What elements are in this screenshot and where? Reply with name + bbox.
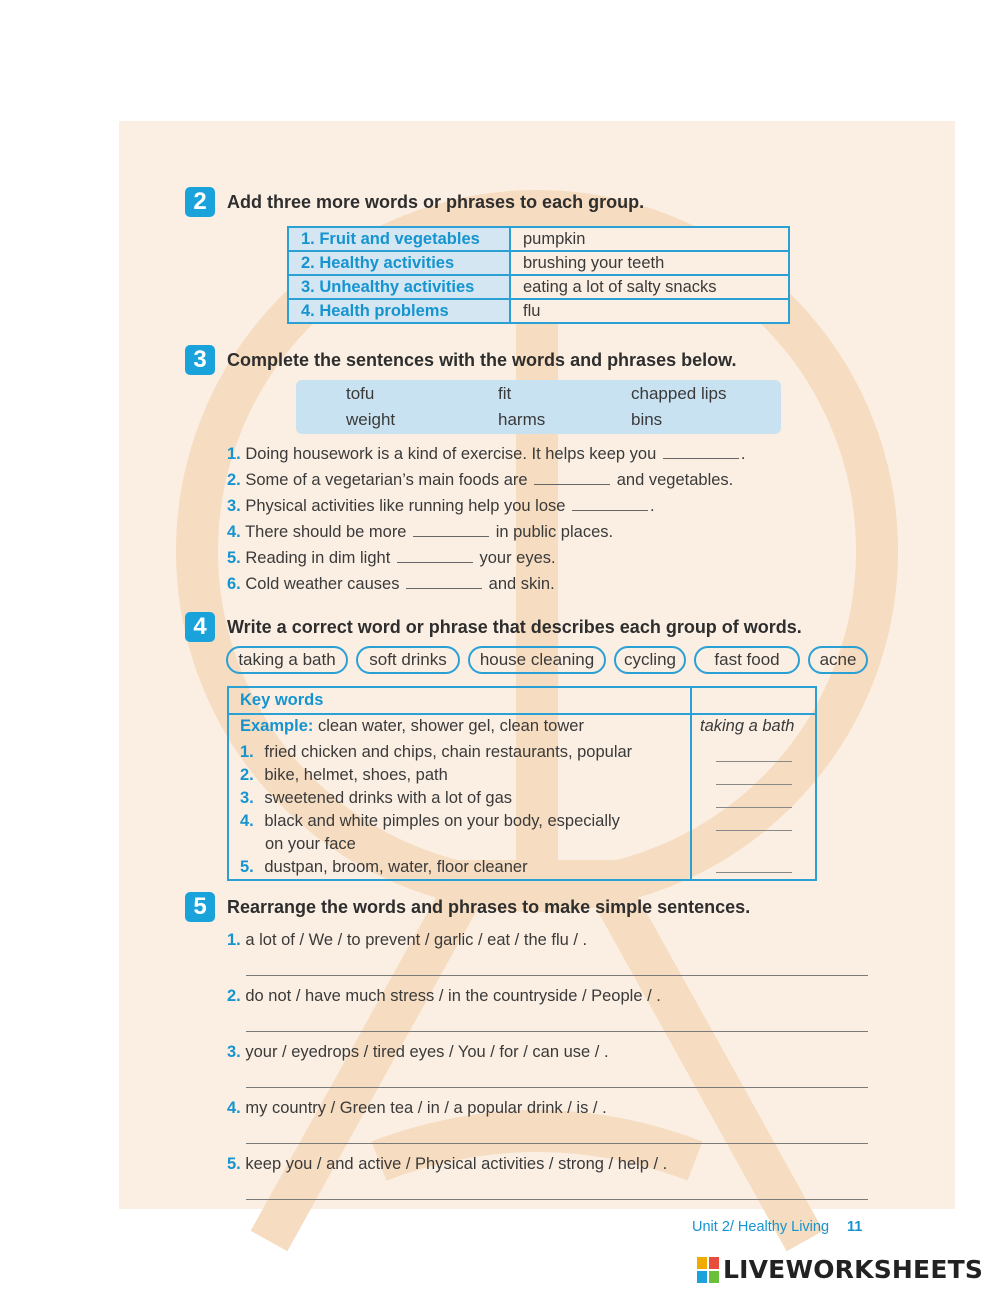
brand-name: LIVEWORKSHEETS [723, 1255, 984, 1284]
group-example: brushing your teeth [510, 251, 789, 275]
item-number: 1. [227, 445, 241, 463]
sentence-text: There should be more [245, 523, 407, 541]
answer-blank[interactable] [534, 484, 610, 485]
group-example: pumpkin [510, 227, 789, 251]
word-bank-item: harms [498, 410, 546, 429]
item-number: 5. [227, 1155, 241, 1173]
option-pill[interactable]: cycling [614, 646, 686, 674]
exercise-2-number: 2 [185, 187, 215, 217]
group-label: 4. Health problems [288, 299, 510, 323]
exercise-4-title: Write a correct word or phrase that describes each group of words. [227, 617, 802, 637]
answer-blank[interactable] [397, 562, 473, 563]
sentence-item [227, 445, 745, 464]
table-row [288, 251, 789, 275]
word-bank-item: tofu [346, 384, 375, 403]
answer-line[interactable] [246, 1143, 868, 1144]
page-number: 11 [847, 1219, 863, 1235]
rearrange-item [227, 931, 587, 950]
answer-blank[interactable] [716, 872, 792, 873]
group-label: 3. Unhealthy activities [288, 275, 510, 299]
sentence-end: and vegetables. [616, 471, 734, 489]
item-text: my country / Green tea / in / a popular drink / is / . [245, 1099, 607, 1117]
item-text-continued: on your face [265, 835, 356, 853]
answer-blank[interactable] [663, 458, 739, 459]
brand-logo [697, 1255, 983, 1284]
exercise-3-number: 3 [185, 345, 215, 375]
answer-line[interactable] [246, 1031, 868, 1032]
answer-blank[interactable] [413, 536, 489, 537]
answer-line[interactable] [246, 975, 868, 976]
word-bank-item: weight [346, 410, 396, 429]
table-row [240, 766, 448, 785]
page-footer [692, 1219, 862, 1235]
exercise-2-title: Add three more words or phrases to each group. [227, 192, 645, 212]
answer-line[interactable] [246, 1087, 868, 1088]
rearrange-item [227, 1155, 667, 1174]
answer-blank[interactable] [716, 807, 792, 808]
group-example: eating a lot of salty snacks [510, 275, 789, 299]
sentence-item [227, 575, 555, 594]
item-number: 3. [240, 789, 254, 807]
word-bank-item: bins [631, 410, 663, 429]
sentence-end: . [740, 445, 746, 463]
item-number: 1. [240, 743, 254, 761]
sentence-end: your eyes. [479, 549, 556, 567]
column-divider [690, 688, 692, 879]
item-number: 5. [240, 858, 254, 876]
group-label: 2. Healthy activities [288, 251, 510, 275]
item-number: 4. [227, 1099, 241, 1117]
rearrange-item [227, 1099, 607, 1118]
example-text: clean water, shower gel, clean tower [317, 717, 584, 735]
table-row [240, 858, 528, 877]
item-text: your / eyedrops / tired eyes / You / for / can use / . [245, 1043, 609, 1061]
item-number: 3. [227, 497, 241, 515]
answer-blank[interactable] [716, 761, 792, 762]
sentence-item [227, 549, 556, 568]
sentence-item [227, 523, 613, 542]
rearrange-item [227, 1043, 609, 1062]
sentence-text: Cold weather causes [245, 575, 400, 593]
item-number: 2. [227, 471, 241, 489]
item-number: 4. [227, 523, 241, 541]
option-pill[interactable]: taking a bath [226, 646, 348, 674]
sentence-end: . [650, 497, 655, 515]
item-number: 3. [227, 1043, 241, 1061]
item-text: a lot of / We / to prevent / garlic / eat / the flu / . [245, 931, 588, 949]
group-label: 1. Fruit and vegetables [288, 227, 510, 251]
exercise-3-title: Complete the sentences with the words and phrases below. [227, 350, 737, 370]
item-text: keep you / and active / Physical activities / strong / help / . [245, 1155, 668, 1173]
table-row [288, 299, 789, 323]
item-text: black and white pimples on your body, especially [264, 812, 620, 830]
groups-table [287, 226, 790, 324]
item-text: fried chicken and chips, chain restaurants, popular [264, 743, 633, 761]
key-words-table [227, 686, 817, 881]
item-number: 2. [227, 987, 241, 1005]
liveworksheets-icon [697, 1257, 719, 1283]
example-label: Example: [240, 717, 314, 735]
answer-line[interactable] [246, 1199, 868, 1200]
key-words-header: Key words [240, 691, 324, 709]
item-number: 6. [227, 575, 241, 593]
item-text: do not / have much stress / in the countryside / People / . [245, 987, 661, 1005]
sentence-end: and skin. [488, 575, 555, 593]
group-example: flu [510, 299, 789, 323]
table-row [240, 743, 632, 762]
answer-blank[interactable] [716, 830, 792, 831]
sentence-end: in public places. [495, 523, 614, 541]
table-row [288, 227, 789, 251]
item-number: 5. [227, 549, 241, 567]
example-answer: taking a bath [700, 717, 795, 735]
item-text: bike, helmet, shoes, path [264, 766, 448, 784]
sentence-item [227, 471, 733, 490]
item-number: 2. [240, 766, 254, 784]
table-row [288, 275, 789, 299]
option-pill[interactable]: house cleaning [468, 646, 606, 674]
item-number: 1. [227, 931, 241, 949]
option-pill[interactable]: fast food [694, 646, 800, 674]
option-pill[interactable]: soft drinks [356, 646, 460, 674]
unit-label: Unit 2/ Healthy Living [692, 1219, 830, 1235]
rearrange-item [227, 987, 661, 1006]
table-row [240, 812, 620, 831]
option-pill[interactable]: acne [808, 646, 868, 674]
sentence-item [227, 497, 655, 516]
answer-blank[interactable] [716, 784, 792, 785]
sentence-text: Reading in dim light [245, 549, 391, 567]
exercise-4-number: 4 [185, 612, 215, 642]
example-row [240, 717, 584, 736]
sentence-text: Some of a vegetarian’s main foods are [245, 471, 528, 489]
word-bank-item: chapped lips [631, 384, 727, 403]
answer-blank[interactable] [572, 510, 648, 511]
sentence-text: Doing housework is a kind of exercise. It helps keep you [245, 445, 657, 463]
word-bank [296, 380, 781, 434]
word-bank-item: fit [498, 384, 512, 403]
exercise-5-number: 5 [185, 892, 215, 922]
table-row [240, 789, 512, 808]
answer-blank[interactable] [406, 588, 482, 589]
item-text: sweetened drinks with a lot of gas [264, 789, 512, 807]
sentence-text: Physical activities like running help you lose [245, 497, 566, 515]
item-text: dustpan, broom, water, floor cleaner [264, 858, 528, 876]
item-number: 4. [240, 812, 254, 830]
exercise-5-title: Rearrange the words and phrases to make simple sentences. [227, 897, 751, 917]
